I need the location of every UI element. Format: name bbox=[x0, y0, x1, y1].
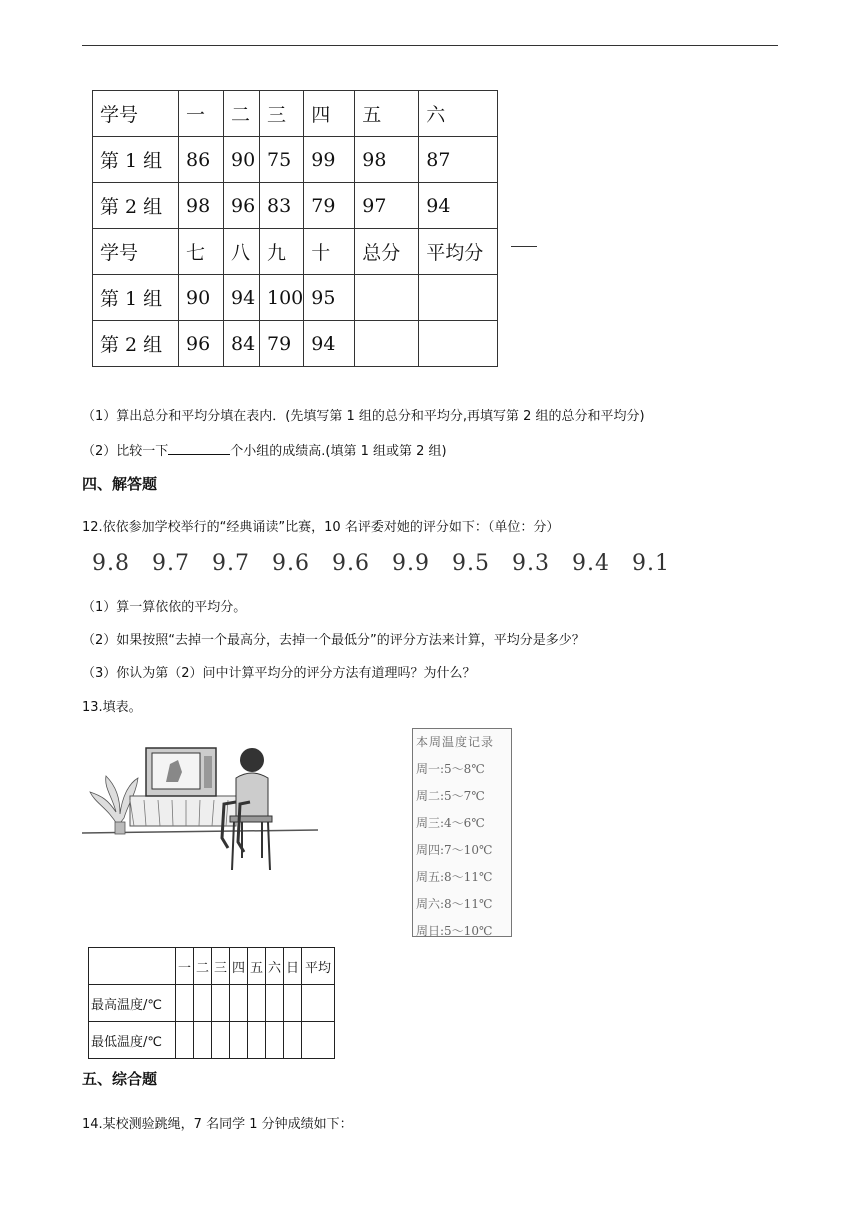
judge-score: 9.7 bbox=[152, 551, 190, 576]
q11-part2-after: 个小组的成绩高.(填第 1 组或第 2 组) bbox=[230, 444, 447, 459]
section-4-heading: 四、解答题 bbox=[82, 475, 158, 493]
temperature-record-card bbox=[412, 728, 512, 937]
q12-intro: 12.依依参加学校举行的“经典诵读”比赛，10 名评委对她的评分如下：（单位：分） bbox=[82, 520, 560, 535]
header-cell: 四 bbox=[230, 948, 248, 985]
table-cell[interactable] bbox=[419, 321, 498, 367]
answer-cell[interactable] bbox=[230, 985, 248, 1022]
table-cell: 100 bbox=[260, 275, 304, 321]
table-row bbox=[93, 137, 498, 183]
card-line: 周一:5～8℃ bbox=[416, 762, 485, 776]
card-line: 周日:5～10℃ bbox=[416, 924, 493, 938]
judge-score: 9.8 bbox=[92, 551, 130, 576]
answer-cell[interactable] bbox=[212, 1022, 230, 1059]
answer-cell[interactable] bbox=[302, 985, 335, 1022]
answer-cell[interactable] bbox=[194, 985, 212, 1022]
q14-intro: 14.某校测验跳绳，7 名同学 1 分钟成绩如下： bbox=[82, 1117, 353, 1132]
table-row bbox=[89, 948, 335, 985]
q12-part2: （2）如果按照“去掉一个最高分，去掉一个最低分”的评分方法来计算，平均分是多少？ bbox=[82, 633, 585, 648]
table-row bbox=[93, 275, 498, 321]
q11-part2-before: （2）比较一下 bbox=[82, 444, 169, 459]
judge-score: 9.6 bbox=[272, 551, 310, 576]
table-cell: 79 bbox=[304, 183, 355, 229]
header-cell: 六 bbox=[266, 948, 284, 985]
answer-blank[interactable] bbox=[168, 442, 230, 455]
answer-cell[interactable] bbox=[302, 1022, 335, 1059]
dash-mark bbox=[511, 246, 537, 247]
table-cell: 五 bbox=[355, 91, 419, 137]
q13-intro: 13.填表。 bbox=[82, 700, 142, 715]
table-cell: 97 bbox=[355, 183, 419, 229]
judge-score: 9.4 bbox=[572, 551, 610, 576]
table-cell: 七 bbox=[179, 229, 224, 275]
table-cell[interactable] bbox=[355, 275, 419, 321]
judge-score: 9.3 bbox=[512, 551, 550, 576]
table-cell: 平均分 bbox=[419, 229, 498, 275]
score-table bbox=[92, 90, 498, 367]
table-cell: 一 bbox=[179, 91, 224, 137]
card-line: 周二:5～7℃ bbox=[416, 789, 485, 803]
answer-cell[interactable] bbox=[266, 1022, 284, 1059]
table-row bbox=[89, 985, 335, 1022]
card-line: 周四:7～10℃ bbox=[416, 843, 493, 857]
card-line: 周六:8～11℃ bbox=[416, 897, 493, 911]
judge-score: 9.5 bbox=[452, 551, 490, 576]
table-cell: 九 bbox=[260, 229, 304, 275]
judge-score: 9.6 bbox=[332, 551, 370, 576]
table-cell: 四 bbox=[304, 91, 355, 137]
table-cell: 98 bbox=[355, 137, 419, 183]
section-5-heading: 五、综合题 bbox=[82, 1070, 158, 1088]
table-cell: 94 bbox=[419, 183, 498, 229]
table-cell: 第 1 组 bbox=[93, 137, 179, 183]
table-cell: 90 bbox=[179, 275, 224, 321]
header-rule bbox=[82, 45, 778, 46]
table-cell: 98 bbox=[179, 183, 224, 229]
table-cell: 96 bbox=[224, 183, 260, 229]
q11-part1: （1）算出总分和平均分填在表内．(先填写第 1 组的总分和平均分,再填写第 2 组的总分和平均分) bbox=[82, 409, 645, 424]
table-row bbox=[93, 91, 498, 137]
table-cell: 八 bbox=[224, 229, 260, 275]
table-cell: 学号 bbox=[93, 91, 179, 137]
table-cell: 84 bbox=[224, 321, 260, 367]
card-title: 本周温度记录 bbox=[416, 735, 495, 749]
answer-cell[interactable] bbox=[284, 1022, 302, 1059]
row-label: 最低温度/℃ bbox=[89, 1022, 176, 1059]
table-cell: 86 bbox=[179, 137, 224, 183]
table-cell: 94 bbox=[304, 321, 355, 367]
table-cell: 总分 bbox=[355, 229, 419, 275]
header-cell: 日 bbox=[284, 948, 302, 985]
answer-cell[interactable] bbox=[212, 985, 230, 1022]
table-cell[interactable] bbox=[419, 275, 498, 321]
table-row bbox=[89, 1022, 335, 1059]
q11-part2 bbox=[82, 440, 447, 459]
card-line: 周五:8～11℃ bbox=[416, 870, 493, 884]
header-cell: 一 bbox=[176, 948, 194, 985]
header-cell: 平均 bbox=[302, 948, 335, 985]
table-row bbox=[93, 183, 498, 229]
table-cell: 87 bbox=[419, 137, 498, 183]
answer-cell[interactable] bbox=[230, 1022, 248, 1059]
table-cell: 十 bbox=[304, 229, 355, 275]
table-cell: 二 bbox=[224, 91, 260, 137]
table-cell[interactable] bbox=[355, 321, 419, 367]
answer-cell[interactable] bbox=[176, 985, 194, 1022]
table-cell: 96 bbox=[179, 321, 224, 367]
table-row bbox=[93, 229, 498, 275]
judge-score: 9.1 bbox=[632, 551, 670, 576]
table-cell: 99 bbox=[304, 137, 355, 183]
answer-cell[interactable] bbox=[176, 1022, 194, 1059]
table-row bbox=[93, 321, 498, 367]
table-cell: 83 bbox=[260, 183, 304, 229]
table-cell: 第 1 组 bbox=[93, 275, 179, 321]
header-cell: 三 bbox=[212, 948, 230, 985]
corner-cell bbox=[89, 948, 176, 985]
answer-cell[interactable] bbox=[194, 1022, 212, 1059]
table-cell: 第 2 组 bbox=[93, 183, 179, 229]
table-cell: 第 2 组 bbox=[93, 321, 179, 367]
judge-score: 9.9 bbox=[392, 551, 430, 576]
answer-cell[interactable] bbox=[266, 985, 284, 1022]
table-cell: 79 bbox=[260, 321, 304, 367]
answer-cell[interactable] bbox=[248, 985, 266, 1022]
judge-scores bbox=[92, 551, 692, 576]
row-label: 最高温度/℃ bbox=[89, 985, 176, 1022]
table-cell: 90 bbox=[224, 137, 260, 183]
header-cell: 五 bbox=[248, 948, 266, 985]
table-cell: 六 bbox=[419, 91, 498, 137]
answer-cell[interactable] bbox=[248, 1022, 266, 1059]
q12-part1: （1）算一算依依的平均分。 bbox=[82, 600, 247, 615]
temperature-fill-table bbox=[88, 947, 335, 1059]
header-cell: 二 bbox=[194, 948, 212, 985]
table-cell: 75 bbox=[260, 137, 304, 183]
table-cell: 95 bbox=[304, 275, 355, 321]
boy-watching-tv-illustration bbox=[82, 738, 322, 873]
q12-part3: （3）你认为第（2）问中计算平均分的评分方法有道理吗？为什么？ bbox=[82, 666, 476, 681]
answer-cell[interactable] bbox=[284, 985, 302, 1022]
table-cell: 三 bbox=[260, 91, 304, 137]
table-cell: 94 bbox=[224, 275, 260, 321]
table-cell: 学号 bbox=[93, 229, 179, 275]
card-line: 周三:4～6℃ bbox=[416, 816, 485, 830]
judge-score: 9.7 bbox=[212, 551, 250, 576]
